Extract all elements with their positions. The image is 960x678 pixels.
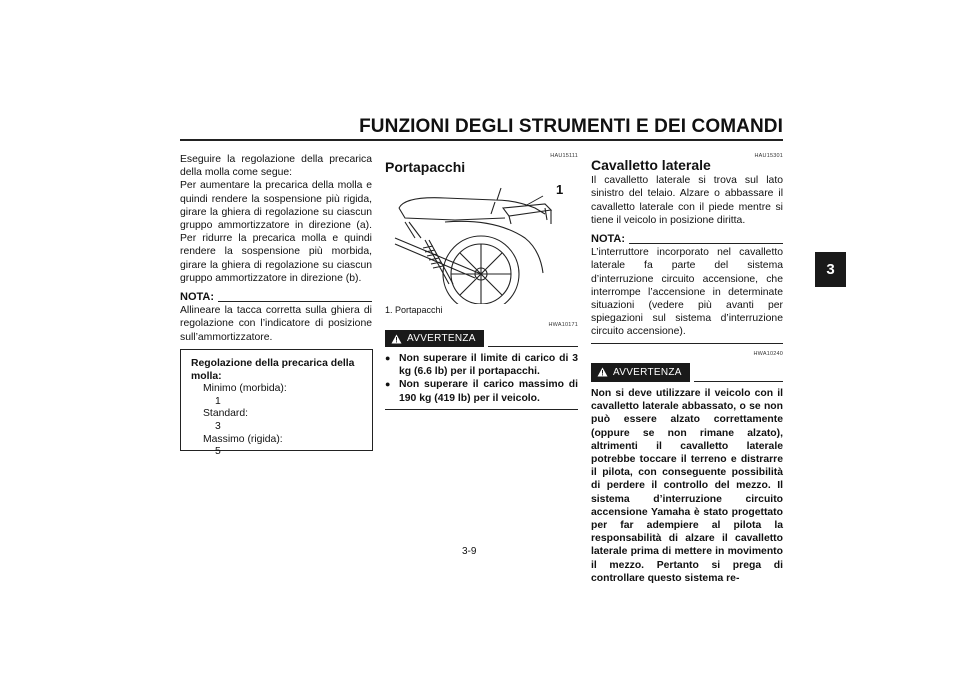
nota-end-rule-right: [591, 343, 783, 344]
page-title: FUNZIONI DEGLI STRUMENTI E DEI COMANDI: [359, 116, 783, 137]
nota-header: [180, 291, 372, 304]
spec-min-value: 1: [215, 395, 221, 407]
warning-header-right: [591, 363, 783, 382]
warning-bullet-2: ● Non superare il carico massimo di 190 kg (419 lb) per il veicolo.: [385, 378, 578, 404]
warning-badge: [385, 330, 484, 347]
spec-max-value: 5: [215, 446, 221, 458]
spec-std-label: Standard:: [203, 408, 249, 420]
page-number: 3-9: [462, 546, 477, 557]
section-title-cavalletto: Cavalletto laterale: [591, 157, 711, 173]
right-column: [591, 159, 783, 585]
warning-triangle-icon: [597, 367, 608, 377]
warning-label-right: AVVERTENZA: [613, 366, 682, 378]
warning-code: HWA10171: [548, 322, 578, 328]
nota-rule: [218, 301, 372, 302]
section-code: HAU15111: [550, 153, 578, 159]
section-code-cavalletto: HAU15301: [754, 153, 783, 159]
warning-bullets: [385, 352, 578, 405]
warning-end-rule: [385, 409, 578, 410]
spec-std-value: 3: [215, 420, 221, 432]
warning-header: [385, 330, 578, 347]
luggage-rack-illustration: [385, 178, 578, 304]
preload-spec-box: [180, 349, 373, 458]
callout-number: 1: [556, 182, 564, 197]
section-title-portapacchi: Portapacchi: [385, 159, 466, 175]
left-column: [180, 153, 372, 350]
nota-text: Allineare la tacca corretta sulla ghiera di regolazione con l’indicatore di posizione sull’ammortizzatore.: [180, 305, 372, 343]
warning-code-right: HWA10240: [753, 350, 783, 357]
warning-badge-right: [591, 363, 690, 382]
nota-label-right: NOTA:: [591, 233, 626, 246]
spring-preload-instructions: Per aumentare la precarica della molla e quindi rendere la sospensione più rigida, girare la ghiera di regolazione su ciascun gruppo ammortizzatore in direzione (a). Per ridurre la precarica molla e quindi rendere la sospensione più morbida, girare la ghiera di regolazione su ciascun gruppo ammortizzatore in direzione (b).: [180, 180, 372, 284]
warning-triangle-icon: [391, 334, 402, 344]
cavalletto-intro: Il cavalletto laterale si trova sul lato sinistro del telaio. Alzare o abbassare il cavalletto laterale con il piede mentre si tiene il veicolo in posizione diritta.: [591, 175, 783, 226]
header-rule: [180, 139, 783, 141]
warning-rule-right: [694, 381, 783, 382]
spring-preload-intro: Eseguire la regolazione della precarica della molla come segue:: [180, 154, 372, 179]
warning-bullet-1: ● Non superare il limite di carico di 3 kg (6.6 lb) per il portapacchi.: [385, 352, 578, 378]
warning-rule: [488, 346, 578, 347]
nota-label: NOTA:: [180, 291, 215, 304]
nota-text-right: L’interruttore incorporato nel cavalletto laterale fa parte del sistema d’interruzione circuito accensione, che interrompe l’accensione in determinate situazioni (vedere più avanti per spiegazioni sul sistema d’interruzione circuito accensione).: [591, 247, 783, 338]
figure-caption: 1. Portapacchi: [385, 305, 443, 315]
spec-min-label: Minimo (morbida):: [203, 383, 287, 395]
chapter-tab: 3: [815, 252, 846, 287]
warning-text-right: Non si deve utilizzare il veicolo con il cavalletto laterale abbassato, o se non può essere alzato correttamente (oppure se non rimane alzato), altrimenti il cavalletto laterale potrebbe toccare il terreno e distrarre il pilota, con conseguente possibilità di perdere il controllo del mezzo. Il sistema d’interruzione circuito accensione Yamaha è stato progettato per far adempiere al pilota la responsabilità di alzare il cavalletto laterale prima di mettere in movimento il mezzo. Pertanto si prega di controllare questo sistema re-: [591, 388, 783, 584]
warning-label: AVVERTENZA: [407, 333, 476, 344]
nota-rule-right: [629, 243, 783, 244]
spec-max-label: Massimo (rigida):: [203, 433, 283, 445]
nota-header-right: [591, 233, 783, 246]
spec-box-title: Regolazione della precarica della molla:: [191, 358, 355, 382]
mid-warning: [385, 330, 578, 410]
